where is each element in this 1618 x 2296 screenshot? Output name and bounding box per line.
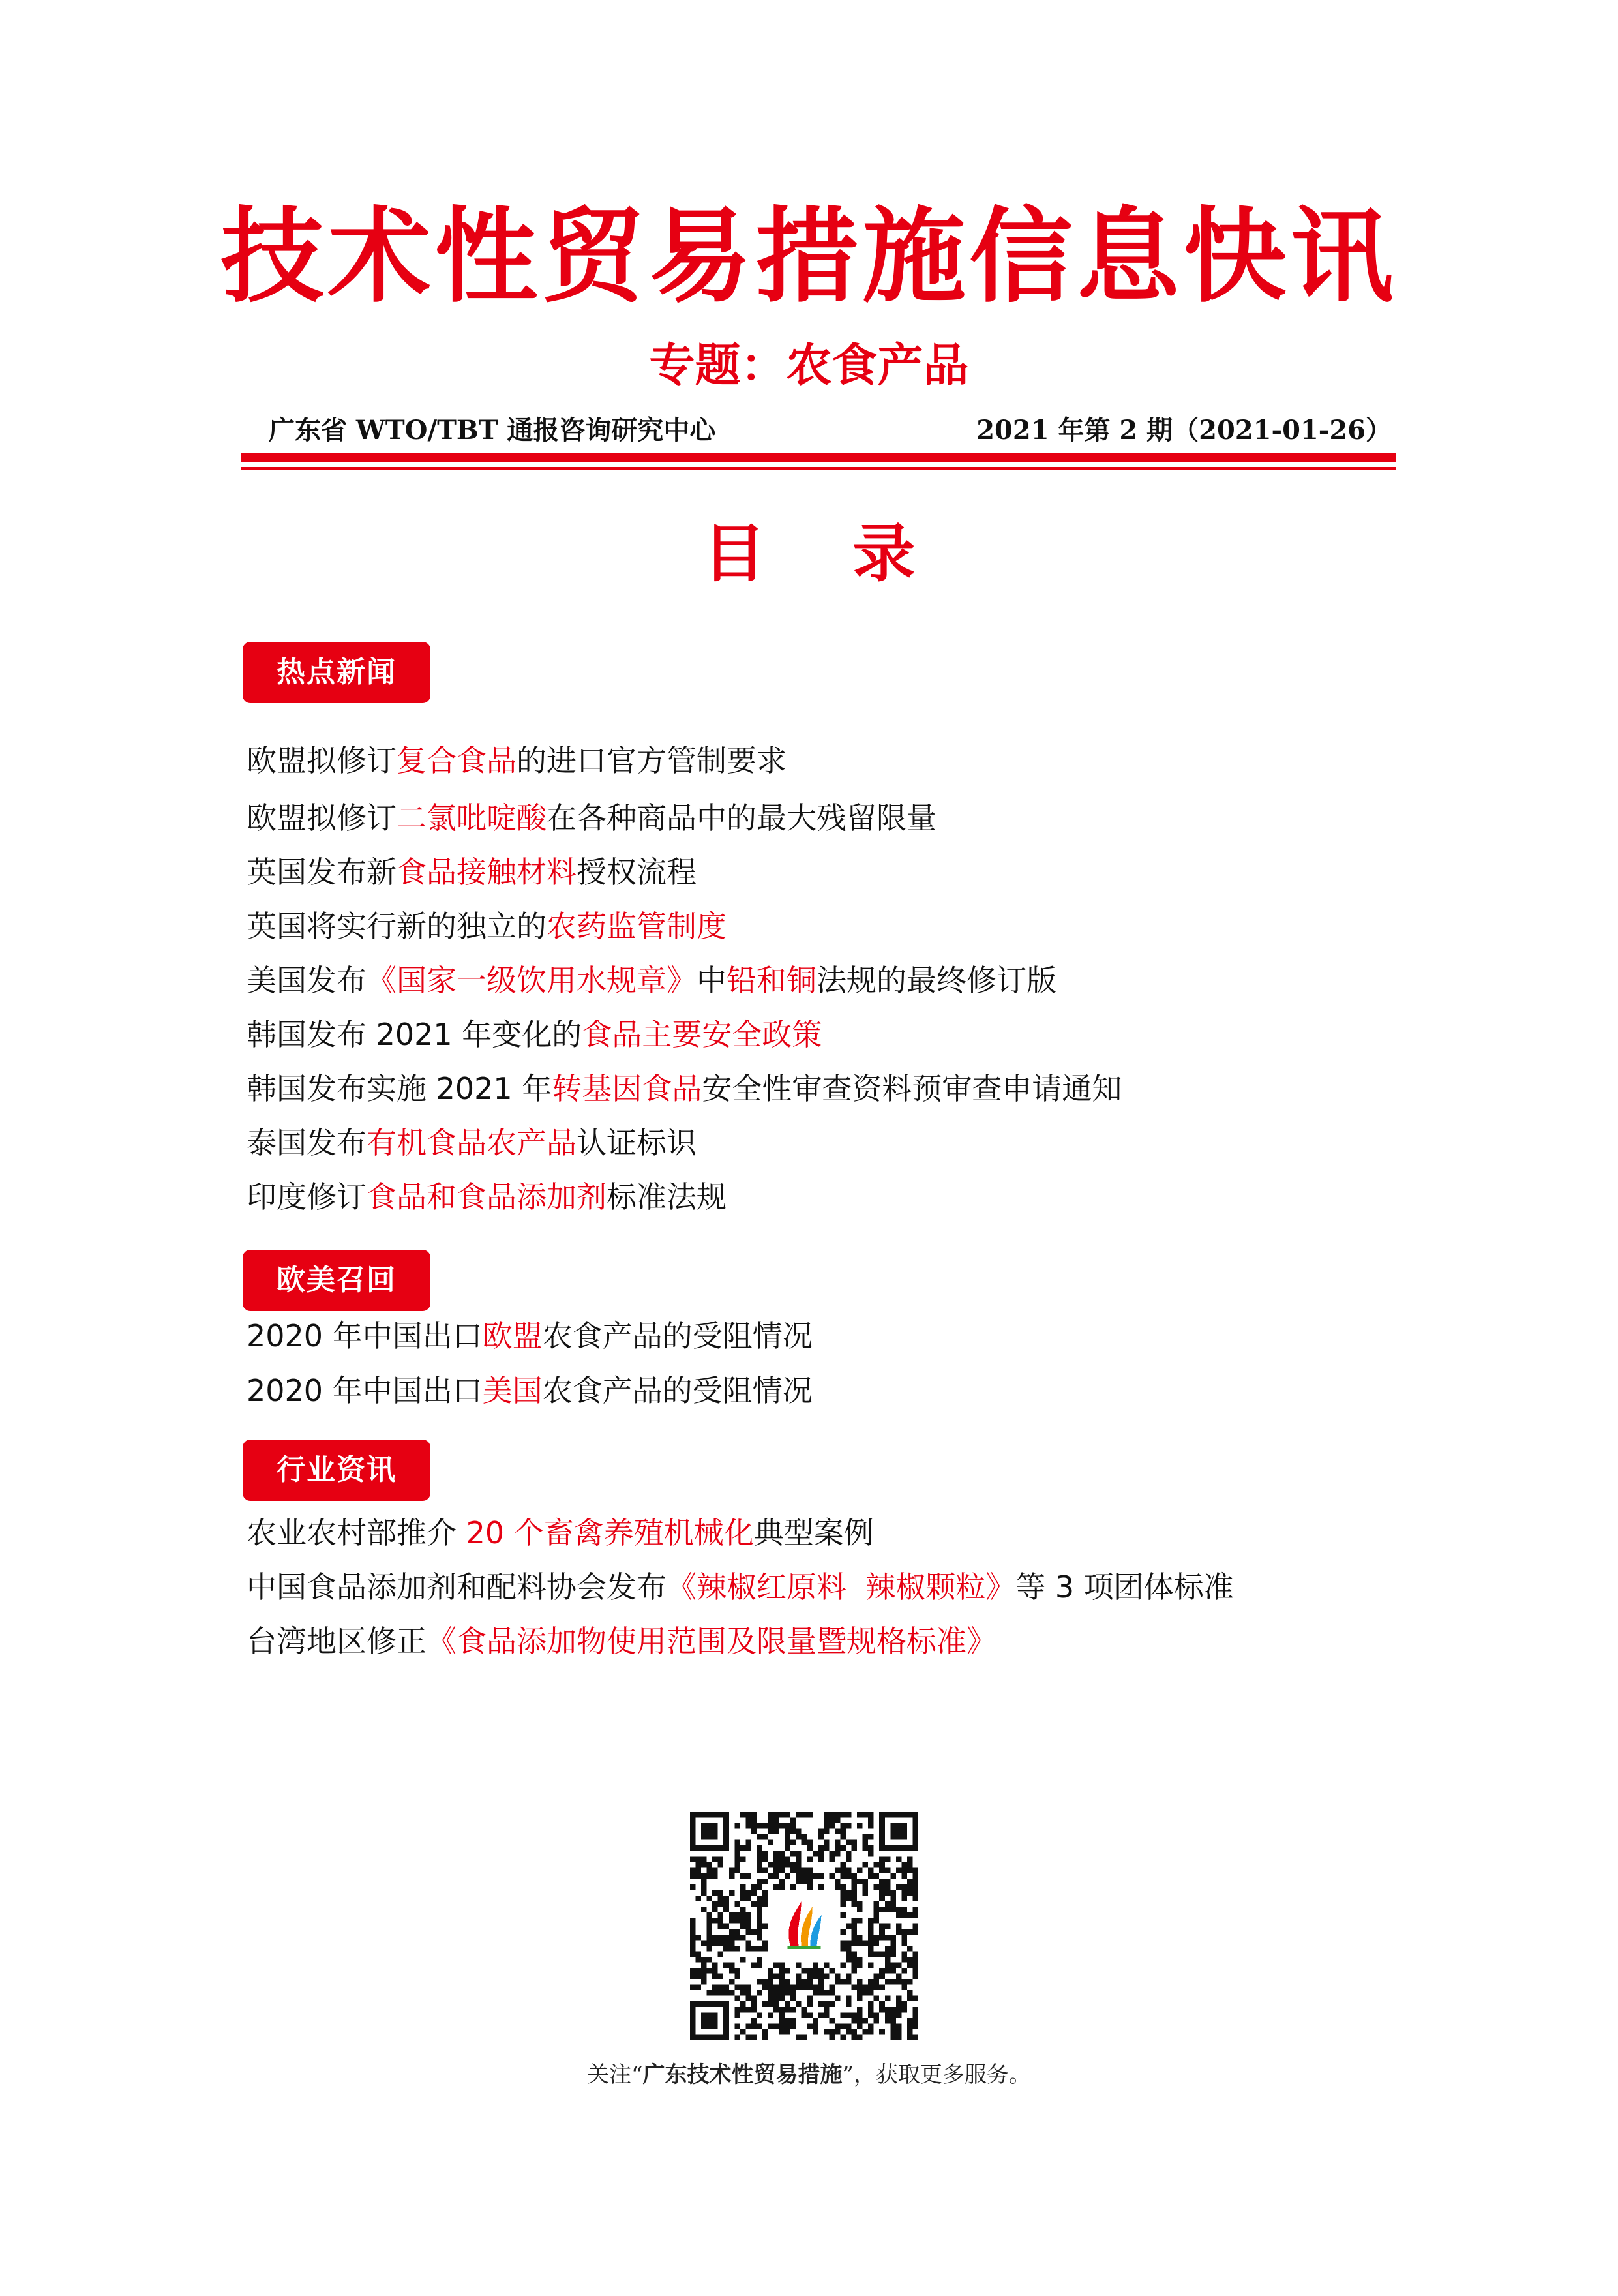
toc-item[interactable] bbox=[247, 1177, 727, 1216]
qr-caption-account-name: 广东技术性贸易措施 bbox=[642, 2062, 843, 2088]
item-text: 美国发布 bbox=[247, 963, 367, 998]
highlight-term: 《食品添加物使用范围及限量暨规格标准》 bbox=[427, 1624, 996, 1659]
highlight-term: 铅和铜 bbox=[727, 963, 816, 998]
highlight-term: 《辣椒红原料 辣椒颗粒》 bbox=[667, 1569, 1016, 1605]
toc-item[interactable] bbox=[247, 1069, 1122, 1108]
item-text: 台湾地区修正 bbox=[247, 1624, 427, 1659]
item-text: 韩国发布实施 2021 年 bbox=[247, 1071, 552, 1106]
item-text: 典型案例 bbox=[753, 1515, 874, 1550]
highlight-term: 《国家一级饮用水规章》 bbox=[367, 963, 697, 998]
header-rule-thick bbox=[241, 453, 1396, 462]
toc-item[interactable] bbox=[247, 853, 697, 892]
qr-code-icon bbox=[690, 1812, 918, 2040]
highlight-term: 欧盟 bbox=[482, 1318, 543, 1353]
highlight-term: 食品主要安全政策 bbox=[582, 1017, 822, 1052]
highlight-term: 食品和食品添加剂 bbox=[367, 1179, 607, 1215]
wechat-qr-code[interactable] bbox=[690, 1812, 918, 2040]
highlight-term: 食品接触材料 bbox=[397, 854, 577, 890]
toc-item[interactable] bbox=[247, 741, 787, 780]
item-text: 英国发布新 bbox=[247, 854, 397, 890]
issue-number-date: 2021 年第 2 期（2021-01-26） bbox=[976, 415, 1392, 446]
publication-info-line bbox=[269, 411, 1392, 450]
highlight-term: 美国 bbox=[482, 1373, 543, 1408]
item-text: 法规的最终修订版 bbox=[816, 963, 1056, 998]
item-text: 欧盟拟修订 bbox=[247, 743, 397, 778]
item-text: 等 3 项团体标准 bbox=[1015, 1569, 1234, 1605]
highlight-term: 农药监管制度 bbox=[547, 909, 727, 944]
section-tab-recalls[interactable]: 欧美召回 bbox=[243, 1250, 430, 1311]
toc-title: 目 录 bbox=[702, 517, 916, 590]
toc-item[interactable] bbox=[247, 1123, 697, 1162]
toc-item[interactable] bbox=[247, 1316, 813, 1355]
publisher-name: 广东省 WTO/TBT 通报咨询研究中心 bbox=[269, 415, 716, 446]
toc-item[interactable] bbox=[247, 1371, 813, 1410]
highlight-term: 有机食品农产品 bbox=[367, 1125, 577, 1160]
toc-item[interactable] bbox=[247, 1513, 874, 1552]
item-text: 2020 年中国出口 bbox=[247, 1318, 483, 1353]
item-text: 标准法规 bbox=[607, 1179, 727, 1215]
highlight-term: 复合食品 bbox=[397, 743, 517, 778]
toc-item[interactable] bbox=[247, 1015, 822, 1054]
item-text: 农食产品的受阻情况 bbox=[542, 1318, 813, 1353]
item-text: 欧盟拟修订 bbox=[247, 800, 397, 836]
toc-item[interactable] bbox=[247, 1622, 996, 1661]
item-text: 农食产品的受阻情况 bbox=[542, 1373, 813, 1408]
item-text: 印度修订 bbox=[247, 1179, 367, 1215]
item-text: 泰国发布 bbox=[247, 1125, 367, 1160]
section-tab-hot-news[interactable]: 热点新闻 bbox=[243, 642, 430, 703]
toc-item[interactable] bbox=[247, 1567, 1234, 1607]
subtitle: 专题：农食产品 bbox=[649, 339, 969, 392]
section-tab-industry-news[interactable]: 行业资讯 bbox=[243, 1440, 430, 1501]
toc-item[interactable] bbox=[247, 961, 1056, 1000]
main-title: 技术性贸易措施信息快讯 bbox=[220, 197, 1398, 317]
toc-item[interactable] bbox=[247, 798, 936, 838]
qr-caption-prefix: 关注“ bbox=[587, 2062, 643, 2088]
qr-caption bbox=[0, 2059, 1618, 2091]
item-text: 安全性审查资料预审查申请通知 bbox=[702, 1071, 1122, 1106]
item-text: 的进口官方管制要求 bbox=[517, 743, 787, 778]
item-text: 韩国发布 2021 年变化的 bbox=[247, 1017, 582, 1052]
item-text: 授权流程 bbox=[577, 854, 697, 890]
item-text: 中 bbox=[697, 963, 727, 998]
item-text: 农业农村部推介 bbox=[247, 1515, 466, 1550]
item-text: 中国食品添加剂和配料协会发布 bbox=[247, 1569, 667, 1605]
highlight-term: 二氯吡啶酸 bbox=[397, 800, 547, 836]
qr-logo-icon bbox=[773, 1896, 835, 1957]
item-text: 在各种商品中的最大残留限量 bbox=[547, 800, 936, 836]
highlight-term: 20 个畜禽养殖机械化 bbox=[466, 1515, 754, 1550]
item-text: 英国将实行新的独立的 bbox=[247, 909, 547, 944]
toc-item[interactable] bbox=[247, 907, 727, 946]
item-text: 2020 年中国出口 bbox=[247, 1373, 483, 1408]
highlight-term: 转基因食品 bbox=[552, 1071, 702, 1106]
header-rule-thin bbox=[241, 467, 1396, 470]
qr-caption-suffix: ”，获取更多服务。 bbox=[842, 2062, 1031, 2088]
item-text: 认证标识 bbox=[577, 1125, 697, 1160]
